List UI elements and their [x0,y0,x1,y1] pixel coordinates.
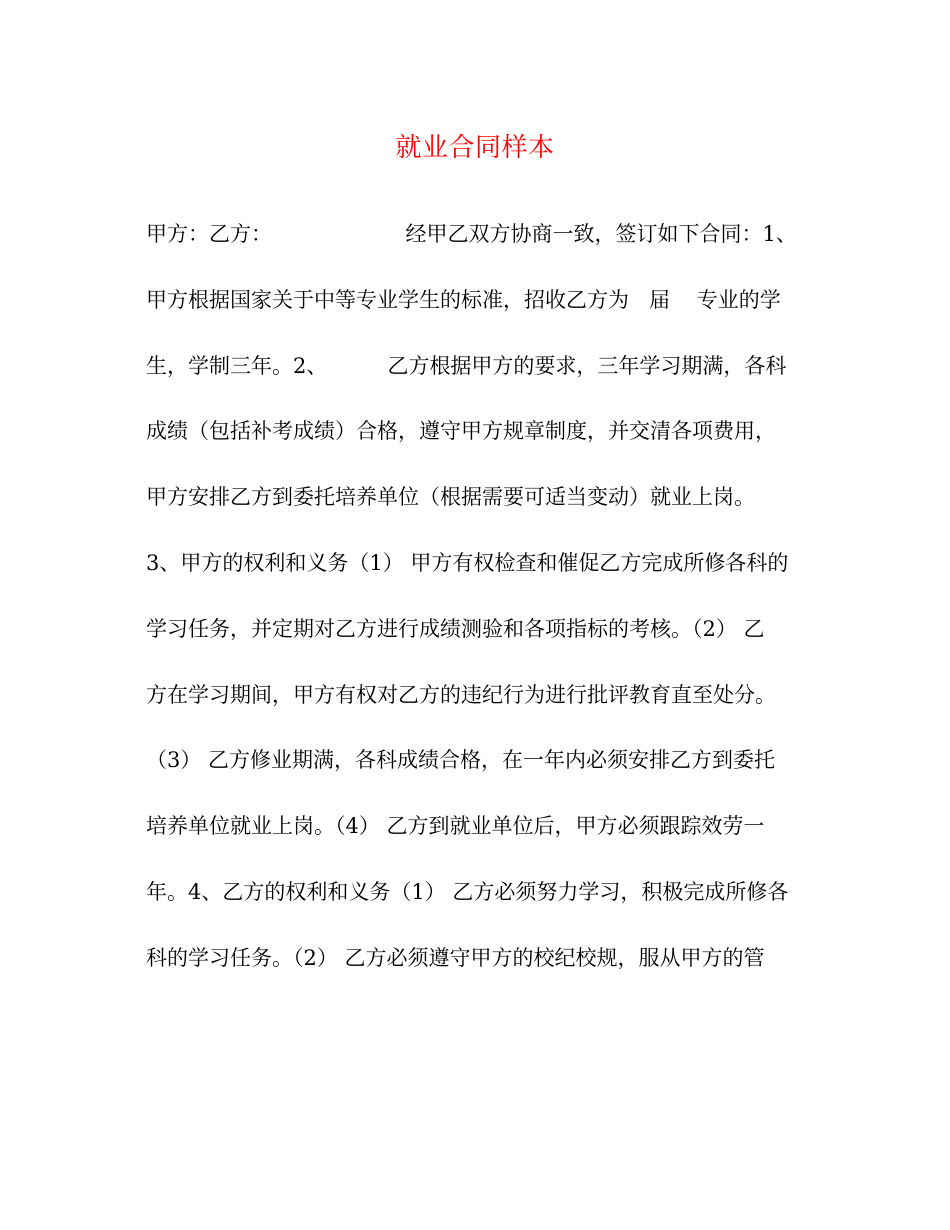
body-line: 培养单位就业上岗。（4） 乙方到就业单位后，甲方必须跟踪效劳一 [146,814,765,839]
body-line: 甲方：乙方： 经甲乙双方协商一致，签订如下合同：1、 [146,222,797,246]
body-line: 成绩（包括补考成绩）合格，遵守甲方规章制度，并交清各项费用， [146,419,776,444]
body-line: 方在学习期间，甲方有权对乙方的违纪行为进行批评教育直至处分。 [146,682,776,707]
document-title: 就业合同样本 [395,133,555,163]
body-line: 生，学制三年。2、 乙方根据甲方的要求，三年学习期满，各科 [146,353,787,378]
body-line: 科的学习任务。（2） 乙方必须遵守甲方的校纪校规，服从甲方的管 [146,945,765,970]
body-line: 3、甲方的权利和义务（1） 甲方有权检查和催促乙方完成所修各科的 [146,550,789,575]
document-body [146,212,806,1002]
body-line: 甲方根据国家关于中等专业学生的标准，招收乙方为 届 专业的学 [146,287,781,312]
body-line: 学习任务，并定期对乙方进行成绩测验和各项指标的考核。（2） 乙 [146,616,765,641]
body-line: （3） 乙方修业期满，各科成绩合格，在一年内必须安排乙方到委托 [146,748,776,773]
body-line: 年。4、乙方的权利和义务（1） 乙方必须努力学习，积极完成所修各 [146,879,789,904]
body-line: 甲方安排乙方到委托培养单位（根据需要可适当变动）就业上岗。 [146,485,755,510]
